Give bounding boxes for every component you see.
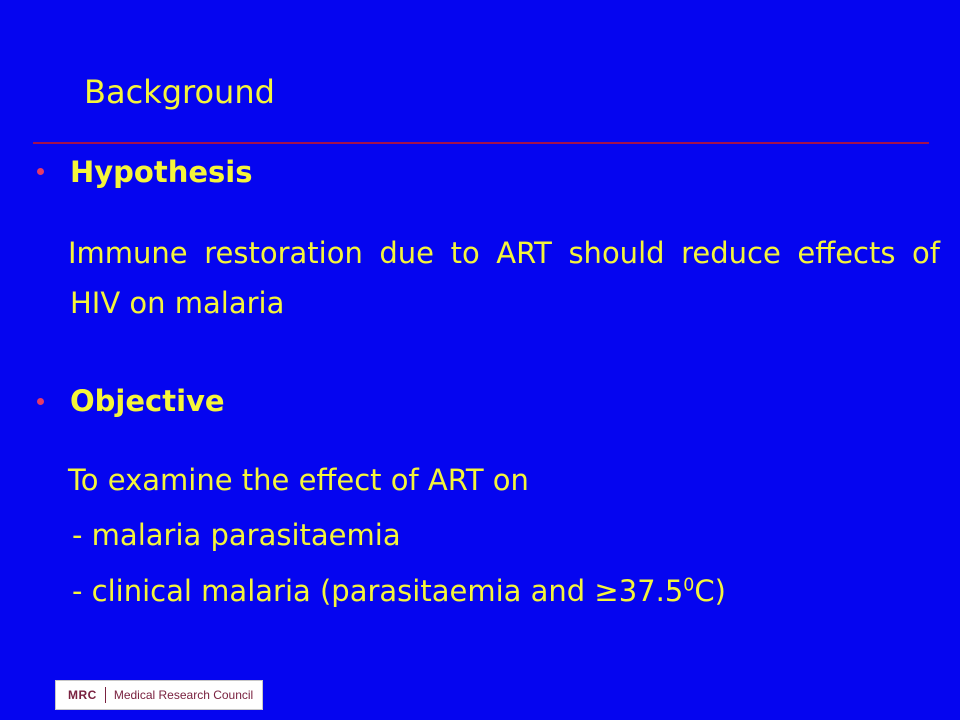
hypothesis-heading: Hypothesis: [70, 155, 253, 189]
mrc-logo: [55, 680, 263, 710]
celsius-unit: C): [694, 574, 726, 608]
objective-item-parasitaemia: - malaria parasitaemia: [72, 518, 401, 552]
logo-name: Medical Research Council: [113, 688, 254, 702]
objective-intro: To examine the effect of ART on: [68, 463, 529, 497]
objective-heading: Objective: [70, 384, 225, 418]
objective-item-clinical-malaria: [72, 566, 726, 616]
logo-abbreviation: MRC: [68, 688, 97, 702]
degree-superscript: 0: [683, 575, 695, 596]
bullet-dot-icon: [37, 398, 44, 405]
slide-title: Background: [84, 73, 275, 111]
hypothesis-text: Immune restoration due to ART should reduce effects of HIV on malaria: [68, 236, 940, 320]
bullet-dot-icon: [37, 168, 44, 175]
clinical-malaria-text: - clinical malaria (parasitaemia and ≥37.5: [72, 574, 684, 608]
logo-separator: [105, 687, 106, 703]
title-divider: [33, 142, 929, 144]
